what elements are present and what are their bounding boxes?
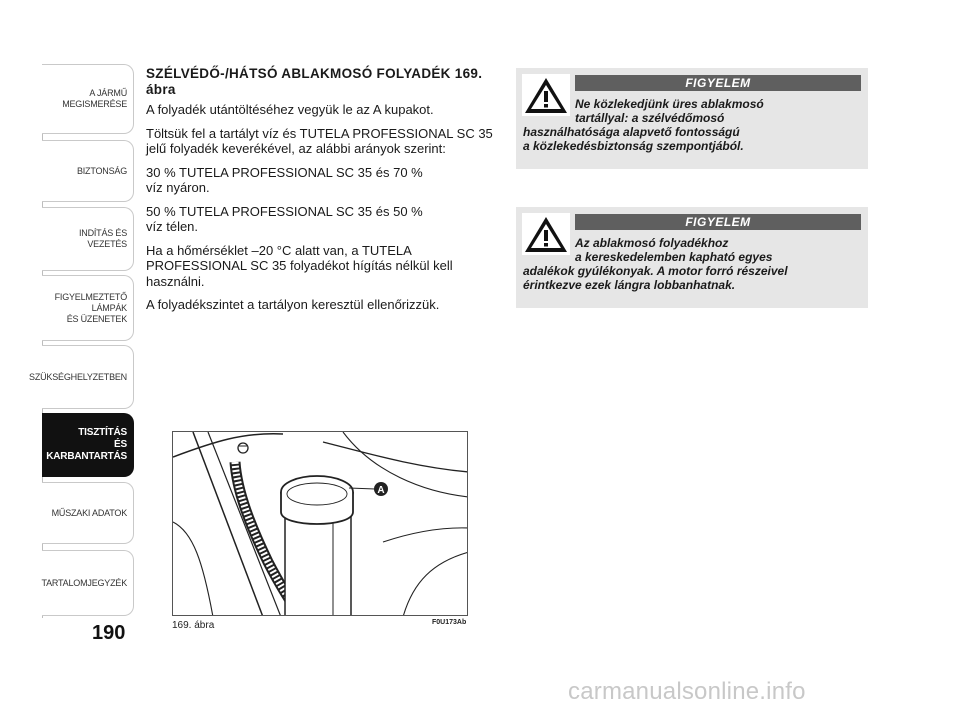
warning-line: tartállyal: a szélvédőmosó <box>575 111 725 125</box>
sidebar-item-label: TISZTÍTÁS ÉS KARBANTARTÁS <box>46 427 127 462</box>
callout-a-label: A <box>377 485 385 496</box>
sidebar-item-szuksleghelyzetben[interactable] <box>29 345 134 409</box>
sidebar-item-jarmu-megismerese[interactable] <box>42 64 134 134</box>
sidebar-item-tartalomjegyzek[interactable] <box>42 550 134 616</box>
warning-box <box>516 207 868 308</box>
paragraph: A folyadék utántöltéséhez vegyük le az A kupakot. <box>146 102 434 117</box>
warning-line: a kereskedelemben kapható egyes <box>575 250 773 264</box>
warning-line: adalékok gyúlékonyak. A motor forró részeivel érintkezve ezek lángra lobbanhatnak. <box>523 264 788 292</box>
paragraph: Ha a hőmérséklet –20 °C alatt van, a TUTELA PROFESSIONAL SC 35 folyadékot hígítás nélkül kell használni. <box>146 242 453 289</box>
sidebar-item-label: MŰSZAKI ADATOK <box>51 507 127 518</box>
warning-line: Az ablakmosó folyadékhoz <box>575 236 729 250</box>
sidebar-item-muszaki-adatok[interactable] <box>42 482 134 544</box>
paragraph: 50 % TUTELA PROFESSIONAL SC 35 és 50 % víz télen. <box>146 203 423 234</box>
warning-line: használhatósága alapvető fontosságú a közlekedésbiztonság szempontjából. <box>523 125 744 153</box>
sidebar-item-figyelmezteto-lampak[interactable] <box>42 275 134 341</box>
figure-caption: 169. ábra <box>172 620 215 631</box>
sidebar-item-biztonsag[interactable] <box>42 140 134 202</box>
paragraph: Töltsük fel a tartályt víz és TUTELA PROFESSIONAL SC 35 jelű folyadék keverékével, az alábbi arányok szerint: <box>146 125 493 156</box>
watermark: carmanualsonline.info <box>568 678 806 705</box>
figure-code: F0U173Ab <box>432 619 467 626</box>
paragraph: A folyadékszintet a tartályon keresztül ellenőrizzük. <box>146 297 440 312</box>
warning-title: FIGYELEM <box>575 75 861 91</box>
sidebar-item-label: SZÜKSÉGHELYZETBEN <box>29 371 127 382</box>
warning-title: FIGYELEM <box>575 214 861 230</box>
sidebar-item-label: TARTALOMJEGYZÉK <box>41 577 127 588</box>
sidebar-item-label: INDÍTÁS ÉS VEZETÉS <box>78 228 127 249</box>
page-number: 190 <box>92 622 126 644</box>
warning-text <box>523 236 861 292</box>
sidebar-item-label: FIGYELMEZTETŐ LÁMPÁK ÉS ÜZENETEK <box>54 291 127 324</box>
sidebar-item-inditas-es-vezetes[interactable] <box>42 207 134 271</box>
figure-169 <box>172 431 468 616</box>
sidebar-item-label: A JÁRMŰ MEGISMERÉSE <box>62 88 127 109</box>
main-content <box>146 66 498 321</box>
washer-reservoir-illustration <box>173 432 468 616</box>
warning-box <box>516 68 868 169</box>
sidebar-item-label: BIZTONSÁG <box>76 165 127 176</box>
warning-text <box>523 97 861 153</box>
sidebar-item-tisztitas-es-karbantartas[interactable] <box>42 413 134 477</box>
paragraph: 30 % TUTELA PROFESSIONAL SC 35 és 70 % víz nyáron. <box>146 164 423 195</box>
warning-line: Ne közlekedjünk üres ablakmosó <box>575 97 764 111</box>
section-heading: SZÉLVÉDŐ-/HÁTSÓ ABLAKMOSÓ FOLYADÉK 169. ábra <box>146 66 483 97</box>
